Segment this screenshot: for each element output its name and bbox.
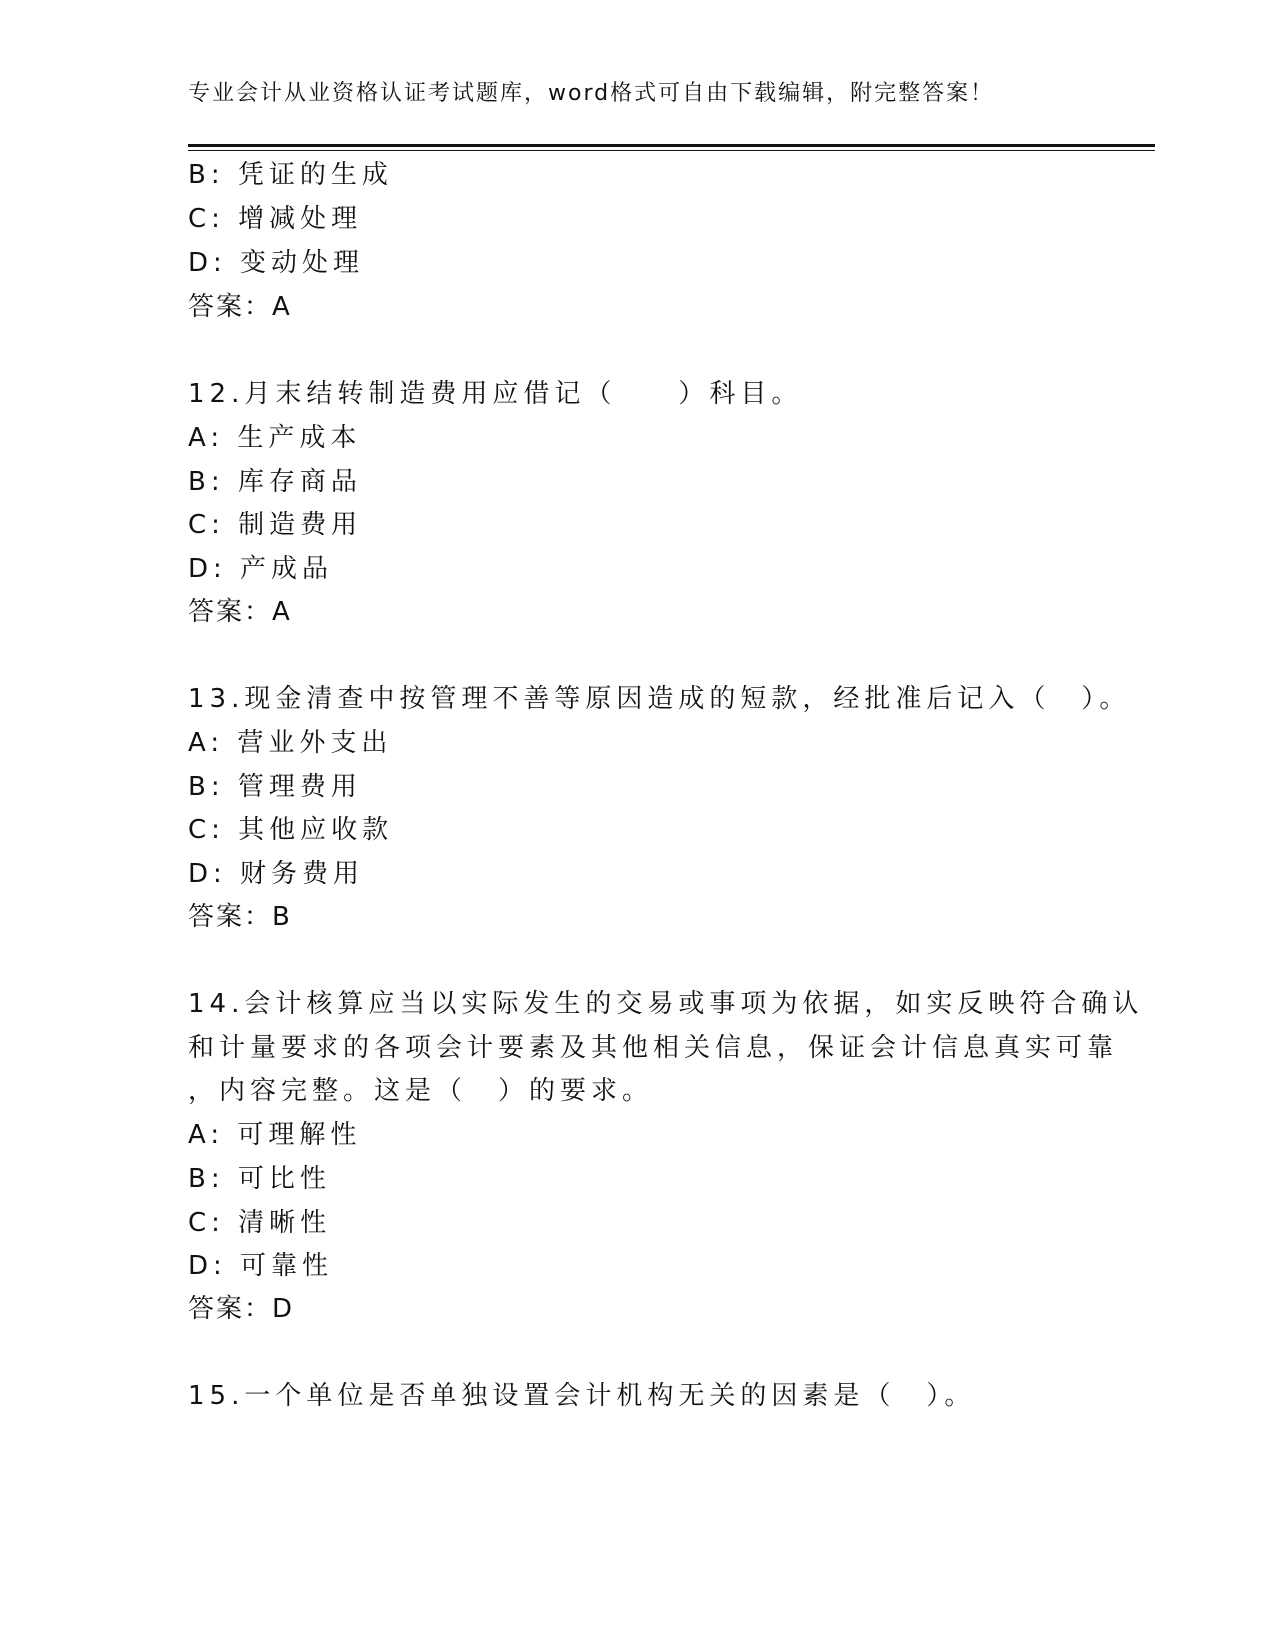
q11-option-d: D: 变动处理 — [188, 248, 365, 278]
q11-option-c: C: 增减处理 — [188, 204, 363, 234]
q13-option-d: D: 财务费用 — [188, 859, 365, 889]
q11-answer: 答案：A — [188, 292, 292, 322]
q14-option-b: B: 可比性 — [188, 1164, 331, 1194]
q13-option-b: B: 管理费用 — [188, 772, 362, 802]
header-rule-thin — [188, 150, 1155, 151]
q12-answer: 答案：A — [188, 597, 292, 627]
q14-option-a: A: 可理解性 — [188, 1120, 362, 1150]
q12-option-d: D: 产成品 — [188, 554, 334, 584]
q11-option-b: B: 凭证的生成 — [188, 160, 393, 190]
q14-stem-line-3: ，内容完整。这是（ ）的要求。 — [188, 1076, 654, 1106]
q13-answer: 答案：B — [188, 902, 292, 932]
q12-option-a: A: 生产成本 — [188, 423, 362, 453]
header-rule-thick — [188, 144, 1155, 147]
q14-option-c: C: 清晰性 — [188, 1208, 332, 1238]
q13-option-c: C: 其他应收款 — [188, 815, 394, 845]
q14-option-d: D: 可靠性 — [188, 1251, 334, 1281]
page-header: 专业会计从业资格认证考试题库，word格式可自由下载编辑，附完整答案！ — [188, 81, 995, 106]
q13-option-a: A: 营业外支出 — [188, 728, 393, 758]
q14-stem-line-2: 和计量要求的各项会计要素及其他相关信息，保证会计信息真实可靠 — [188, 1033, 1119, 1063]
q13-stem: 13.现金清查中按管理不善等原因造成的短款，经批准后记入（ ）。 — [188, 684, 1131, 714]
q14-stem-line-1: 14.会计核算应当以实际发生的交易或事项为依据，如实反映符合确认 — [188, 989, 1144, 1019]
q12-option-b: B: 库存商品 — [188, 467, 362, 497]
q12-option-c: C: 制造费用 — [188, 510, 363, 540]
q15-stem: 15.一个单位是否单独设置会计机构无关的因素是（ ）。 — [188, 1381, 976, 1411]
q12-stem: 12.月末结转制造费用应借记（ ）科目。 — [188, 379, 803, 409]
q14-answer: 答案：D — [188, 1294, 295, 1324]
